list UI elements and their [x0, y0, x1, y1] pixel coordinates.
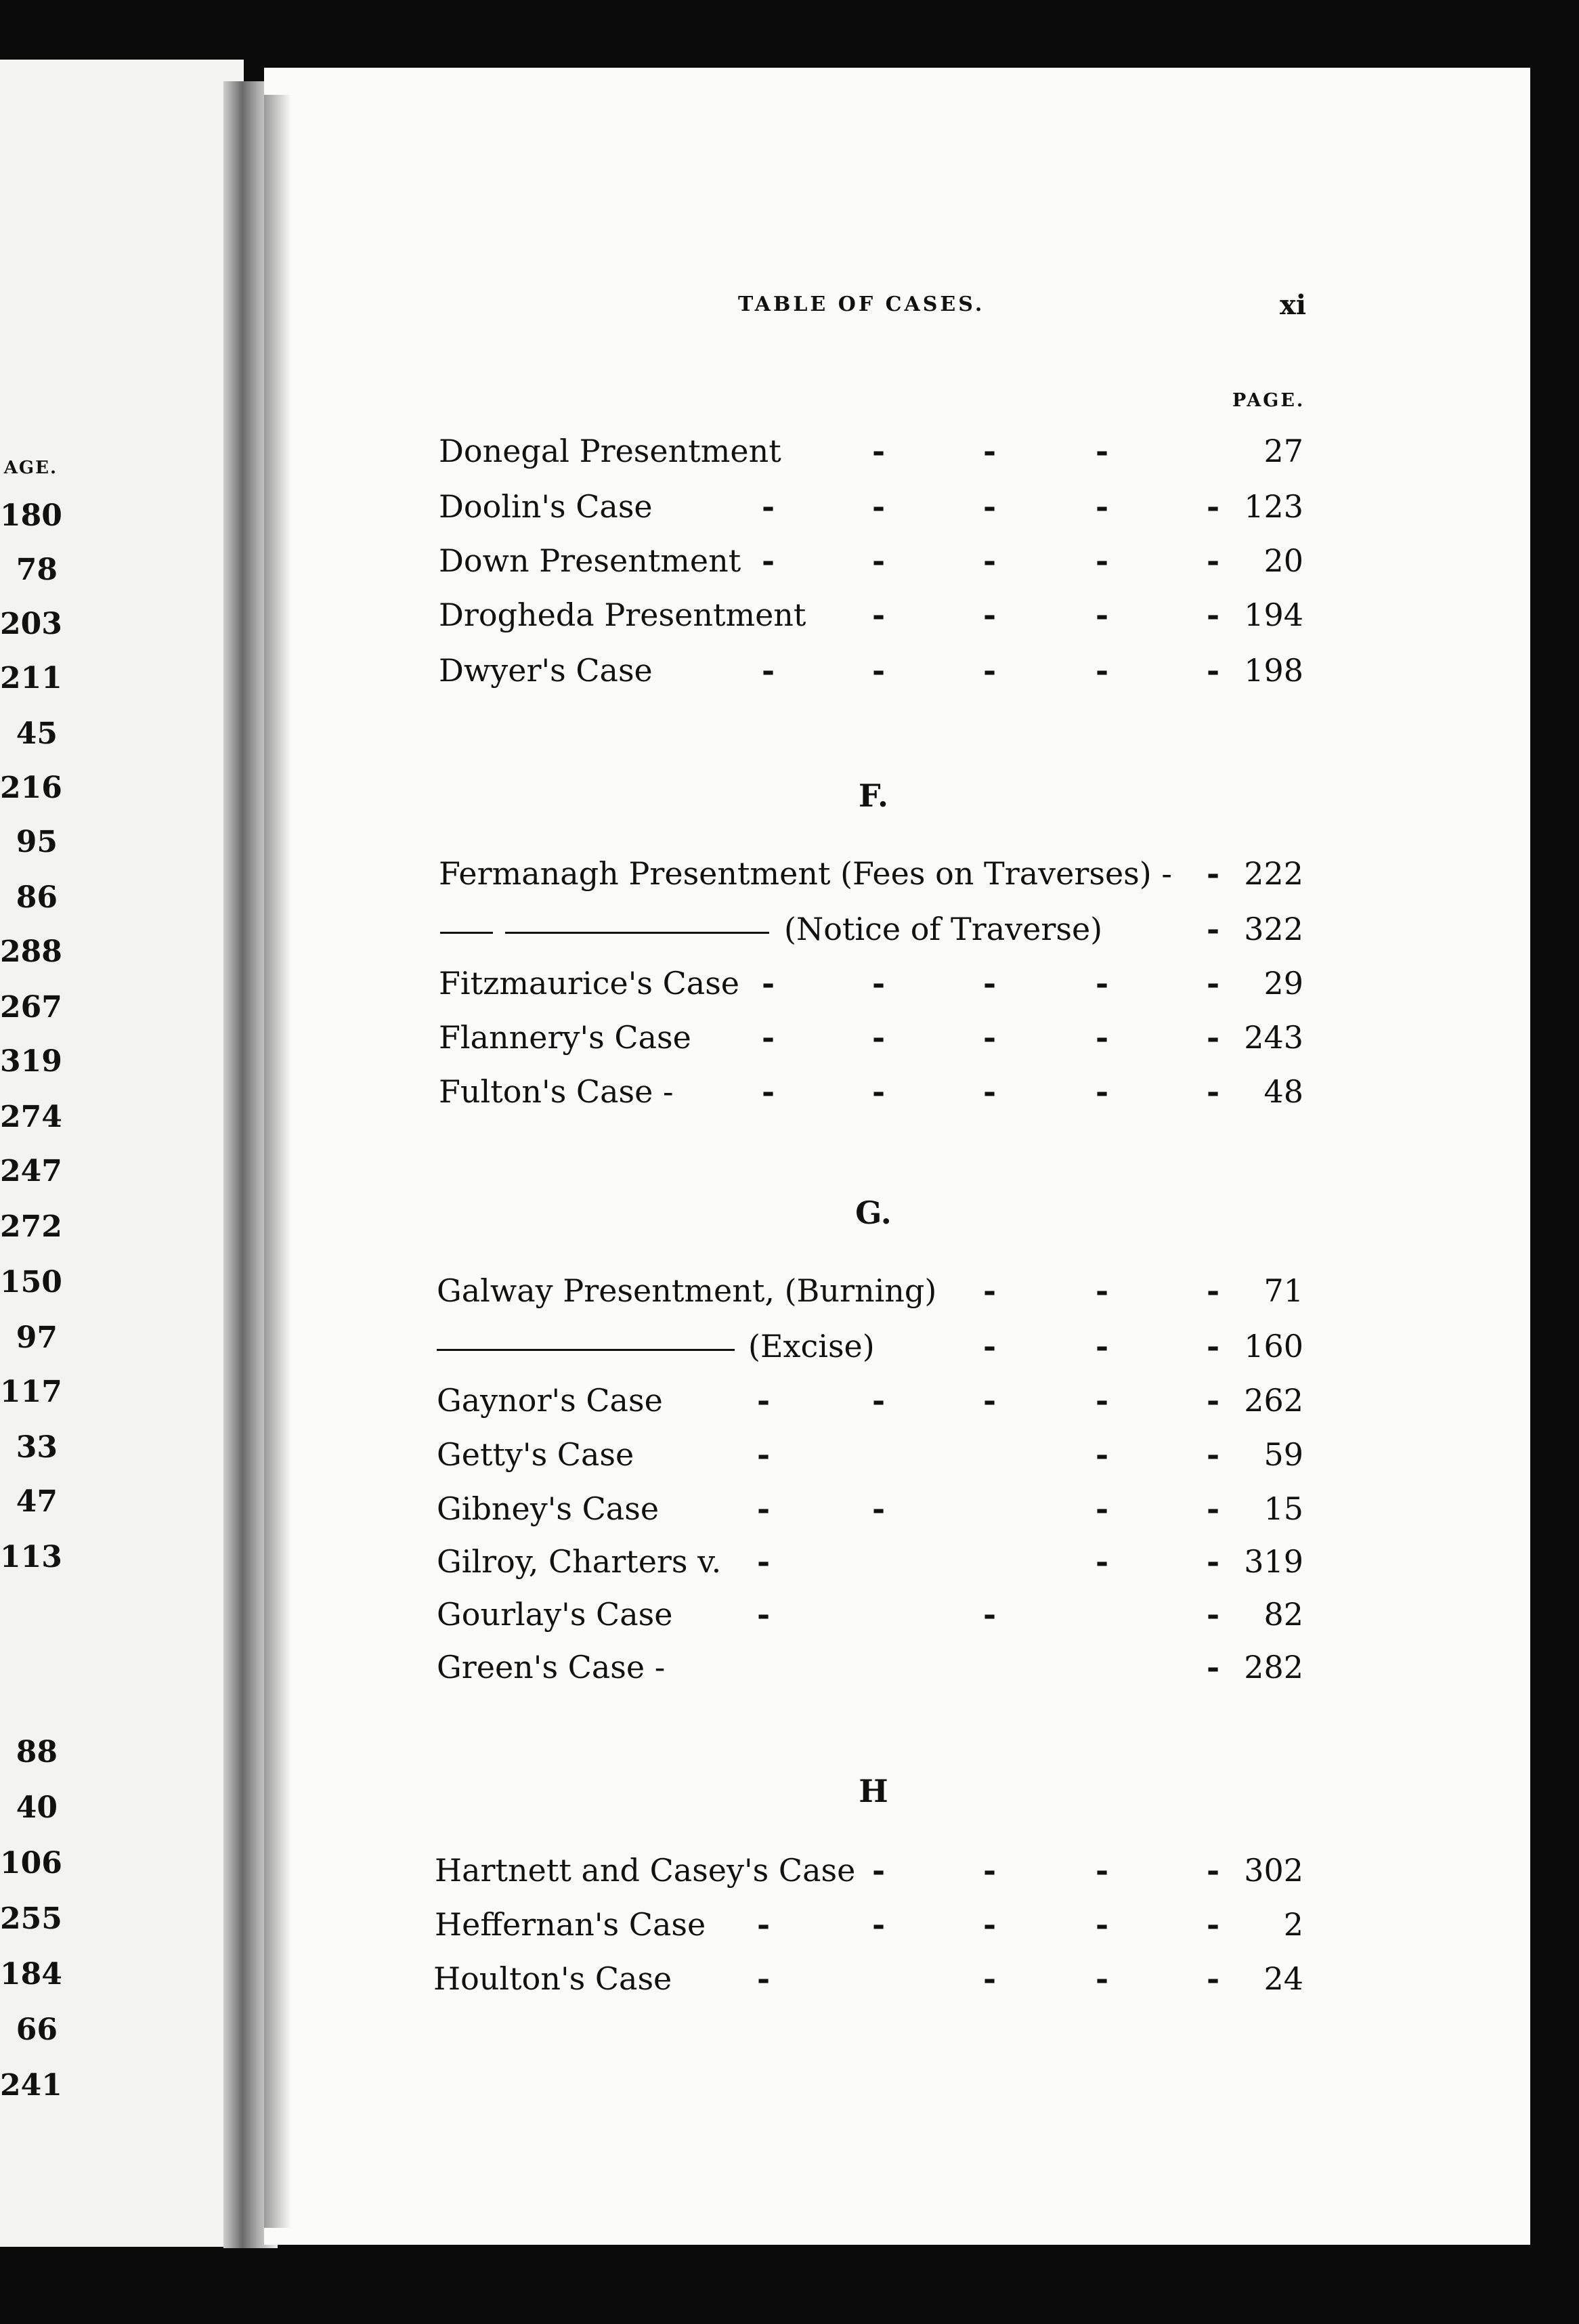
leader-dash: -: [1207, 652, 1220, 689]
case-entry: [0, 1957, 1579, 2000]
case-page-number: 15: [1263, 1490, 1303, 1527]
case-name: Drogheda Presentment: [439, 597, 806, 633]
left-page-number: 106: [0, 1846, 62, 1880]
leader-dash: -: [1207, 1073, 1220, 1110]
leader-dash: -: [1096, 1019, 1109, 1056]
leader-dash: -: [1096, 1382, 1109, 1419]
leader-dash: -: [762, 652, 775, 689]
case-page-number: 243: [1244, 1019, 1303, 1056]
leader-dash: -: [762, 965, 775, 1002]
case-entry: [0, 432, 1579, 473]
case-entry: [0, 1327, 1579, 1368]
left-page-number: 113: [0, 1540, 62, 1574]
left-page-number: 88: [16, 1735, 58, 1769]
case-page-number: 160: [1244, 1328, 1303, 1364]
page-column-label: PAGE.: [1232, 390, 1305, 411]
case-name: Fermanagh Presentment (Fees on Traverses) -: [439, 855, 1172, 892]
left-page-number: 47: [16, 1484, 58, 1519]
case-entry: [0, 910, 1579, 951]
leader-dash: -: [1096, 1852, 1109, 1889]
leader-dash: -: [872, 1490, 886, 1527]
case-entry: [0, 596, 1579, 637]
case-entry: [0, 1648, 1579, 1689]
case-page-number: 82: [1263, 1596, 1303, 1633]
leader-dash: -: [872, 1906, 886, 1943]
leader-dash: -: [1096, 1436, 1109, 1473]
leader-dash: -: [762, 542, 775, 579]
case-name: Heffernan's Case: [435, 1906, 706, 1943]
left-page-number: 95: [16, 825, 58, 859]
left-page-number: 319: [0, 1044, 62, 1079]
case-name: Houlton's Case: [433, 1960, 672, 1997]
case-name: Dwyer's Case: [439, 652, 653, 689]
leader-dash: -: [872, 597, 886, 633]
left-page-number: 180: [0, 498, 62, 533]
left-page-number: 45: [16, 716, 58, 751]
case-entry: [0, 1490, 1579, 1530]
leader-dash: -: [1207, 488, 1220, 525]
leader-dash: -: [762, 1073, 775, 1110]
case-entry: [0, 855, 1579, 895]
case-name: Getty's Case: [437, 1436, 634, 1473]
case-name: Fulton's Case -: [439, 1073, 674, 1110]
case-entry: [0, 542, 1579, 582]
page-curl-shadow: [264, 95, 291, 2228]
case-name: Gilroy, Charters v.: [437, 1543, 722, 1580]
leader-dash: -: [1096, 965, 1109, 1002]
left-page-column-label: AGE.: [3, 458, 58, 478]
leader-dash: -: [983, 1019, 997, 1056]
left-page-number: 288: [0, 934, 62, 969]
leader-dash: -: [1096, 1543, 1109, 1580]
left-page-number: 150: [0, 1265, 62, 1299]
case-page-number: 319: [1244, 1543, 1303, 1580]
leader-dash: -: [983, 1960, 997, 1997]
case-entry: [0, 1851, 1579, 1892]
leader-dash: -: [1096, 488, 1109, 525]
leader-dash: -: [1207, 1019, 1220, 1056]
left-page-number: 216: [0, 771, 62, 805]
leader-dash: -: [983, 1272, 997, 1309]
case-page-number: 322: [1244, 911, 1303, 947]
case-name: Donegal Presentment: [439, 433, 781, 469]
case-page-number: 282: [1244, 1649, 1303, 1685]
case-entry: [0, 1595, 1579, 1636]
leader-dash: -: [757, 1960, 771, 1997]
leader-dash: -: [983, 542, 997, 579]
left-page-number: 78: [16, 553, 58, 587]
case-entry: [0, 964, 1579, 1005]
leader-dash: -: [1207, 1596, 1220, 1633]
left-page-number: 33: [16, 1430, 58, 1465]
leader-dash: -: [872, 542, 886, 579]
leader-dash: -: [1207, 1382, 1220, 1419]
case-entry: [0, 1073, 1579, 1113]
case-name: Hartnett and Casey's Case: [435, 1852, 856, 1889]
leader-dash: -: [983, 1596, 997, 1633]
leader-dash: -: [872, 1073, 886, 1110]
left-page-number: 184: [0, 1957, 62, 1992]
left-page-number: 274: [0, 1100, 62, 1134]
case-name: Fitzmaurice's Case: [439, 965, 740, 1002]
leader-dash: -: [757, 1543, 771, 1580]
case-name: Gaynor's Case: [437, 1382, 663, 1419]
case-page-number: 123: [1244, 488, 1303, 525]
leader-dash: -: [983, 433, 997, 469]
leader-dash: -: [1096, 652, 1109, 689]
leader-dash: -: [1207, 1328, 1220, 1364]
leader-dash: -: [1207, 1649, 1220, 1685]
left-page-number: 97: [16, 1320, 58, 1355]
ditto-rule: [505, 932, 769, 934]
running-title: TABLE OF CASES.: [738, 293, 985, 316]
case-name: Gourlay's Case: [437, 1596, 673, 1633]
leader-dash: -: [983, 488, 997, 525]
leader-dash: -: [1207, 1906, 1220, 1943]
case-page-number: 24: [1263, 1960, 1303, 1997]
case-page-number: 48: [1263, 1073, 1303, 1110]
left-page-number: 40: [16, 1790, 58, 1825]
leader-dash: -: [762, 1019, 775, 1056]
case-entry: [0, 1436, 1579, 1476]
leader-dash: -: [1207, 597, 1220, 633]
leader-dash: -: [1096, 542, 1109, 579]
leader-dash: -: [983, 1852, 997, 1889]
case-page-number: 29: [1263, 965, 1303, 1002]
left-page-number: 211: [0, 661, 62, 695]
leader-dash: -: [983, 1906, 997, 1943]
leader-dash: -: [1096, 1272, 1109, 1309]
leader-dash: -: [1207, 1960, 1220, 1997]
case-name: Green's Case -: [437, 1649, 666, 1685]
leader-dash: -: [872, 1852, 886, 1889]
ditto-rule: [440, 932, 493, 934]
case-entry: [0, 1381, 1579, 1422]
page-folio: xi: [1280, 289, 1307, 321]
leader-dash: -: [1096, 1490, 1109, 1527]
leader-dash: -: [872, 1382, 886, 1419]
leader-dash: -: [757, 1596, 771, 1633]
leader-dash: -: [983, 652, 997, 689]
case-page-number: 262: [1244, 1382, 1303, 1419]
case-page-number: 2: [1283, 1906, 1303, 1943]
case-page-number: 27: [1263, 433, 1303, 469]
leader-dash: -: [757, 1906, 771, 1943]
leader-dash: -: [1207, 855, 1220, 892]
leader-dash: -: [1096, 1906, 1109, 1943]
leader-dash: -: [1207, 542, 1220, 579]
left-page-number: 247: [0, 1154, 62, 1188]
ditto-rule: [437, 1349, 735, 1351]
leader-dash: -: [1207, 1490, 1220, 1527]
leader-dash: -: [983, 1073, 997, 1110]
leader-dash: -: [1207, 965, 1220, 1002]
section-letter: H: [859, 1773, 888, 1809]
case-name: Doolin's Case: [439, 488, 653, 525]
left-page-number: 86: [16, 880, 58, 915]
leader-dash: -: [762, 488, 775, 525]
left-page-number: 203: [0, 607, 62, 641]
leader-dash: -: [757, 1490, 771, 1527]
case-entry: [0, 1906, 1579, 1946]
case-entry: [0, 488, 1579, 528]
leader-dash: -: [983, 1328, 997, 1364]
leader-dash: -: [872, 433, 886, 469]
leader-dash: -: [1207, 1436, 1220, 1473]
case-entry: [0, 1540, 1579, 1583]
case-page-number: 198: [1244, 652, 1303, 689]
table-of-cases-page: [264, 68, 1530, 2245]
section-letter: G.: [855, 1195, 892, 1231]
leader-dash: -: [1207, 911, 1220, 947]
leader-dash: -: [757, 1382, 771, 1419]
case-page-number: 222: [1244, 855, 1303, 892]
left-page-number: 267: [0, 990, 62, 1025]
leader-dash: -: [1096, 1073, 1109, 1110]
left-page-number: 117: [0, 1375, 62, 1409]
left-page-number: 255: [0, 1901, 62, 1936]
leader-dash: -: [757, 1436, 771, 1473]
case-name: (Notice of Traverse): [784, 911, 1103, 947]
left-page-number: 272: [0, 1209, 62, 1244]
leader-dash: -: [872, 965, 886, 1002]
case-name: Gibney's Case: [437, 1490, 659, 1527]
case-name: (Excise): [748, 1328, 875, 1364]
section-letter: F.: [858, 777, 889, 814]
case-entry: [0, 651, 1579, 692]
leader-dash: -: [1207, 1543, 1220, 1580]
case-page-number: 59: [1263, 1436, 1303, 1473]
case-entry: [0, 1272, 1579, 1312]
leader-dash: -: [983, 597, 997, 633]
case-entry: [0, 1018, 1579, 1059]
left-page-number: 66: [16, 2013, 58, 2047]
leader-dash: -: [1207, 1852, 1220, 1889]
leader-dash: -: [1096, 597, 1109, 633]
case-page-number: 20: [1263, 542, 1303, 579]
case-name: Galway Presentment, (Burning): [437, 1272, 937, 1309]
leader-dash: -: [872, 652, 886, 689]
leader-dash: -: [1096, 433, 1109, 469]
case-name: Flannery's Case: [439, 1019, 691, 1056]
case-page-number: 302: [1244, 1852, 1303, 1889]
case-name: Down Presentment: [439, 542, 741, 579]
case-page-number: 71: [1263, 1272, 1303, 1309]
case-page-number: 194: [1244, 597, 1303, 633]
left-page-number: 241: [0, 2068, 62, 2103]
leader-dash: -: [983, 965, 997, 1002]
leader-dash: -: [1096, 1328, 1109, 1364]
leader-dash: -: [1096, 1960, 1109, 1997]
leader-dash: -: [983, 1382, 997, 1419]
leader-dash: -: [872, 488, 886, 525]
leader-dash: -: [872, 1019, 886, 1056]
leader-dash: -: [1207, 1272, 1220, 1309]
